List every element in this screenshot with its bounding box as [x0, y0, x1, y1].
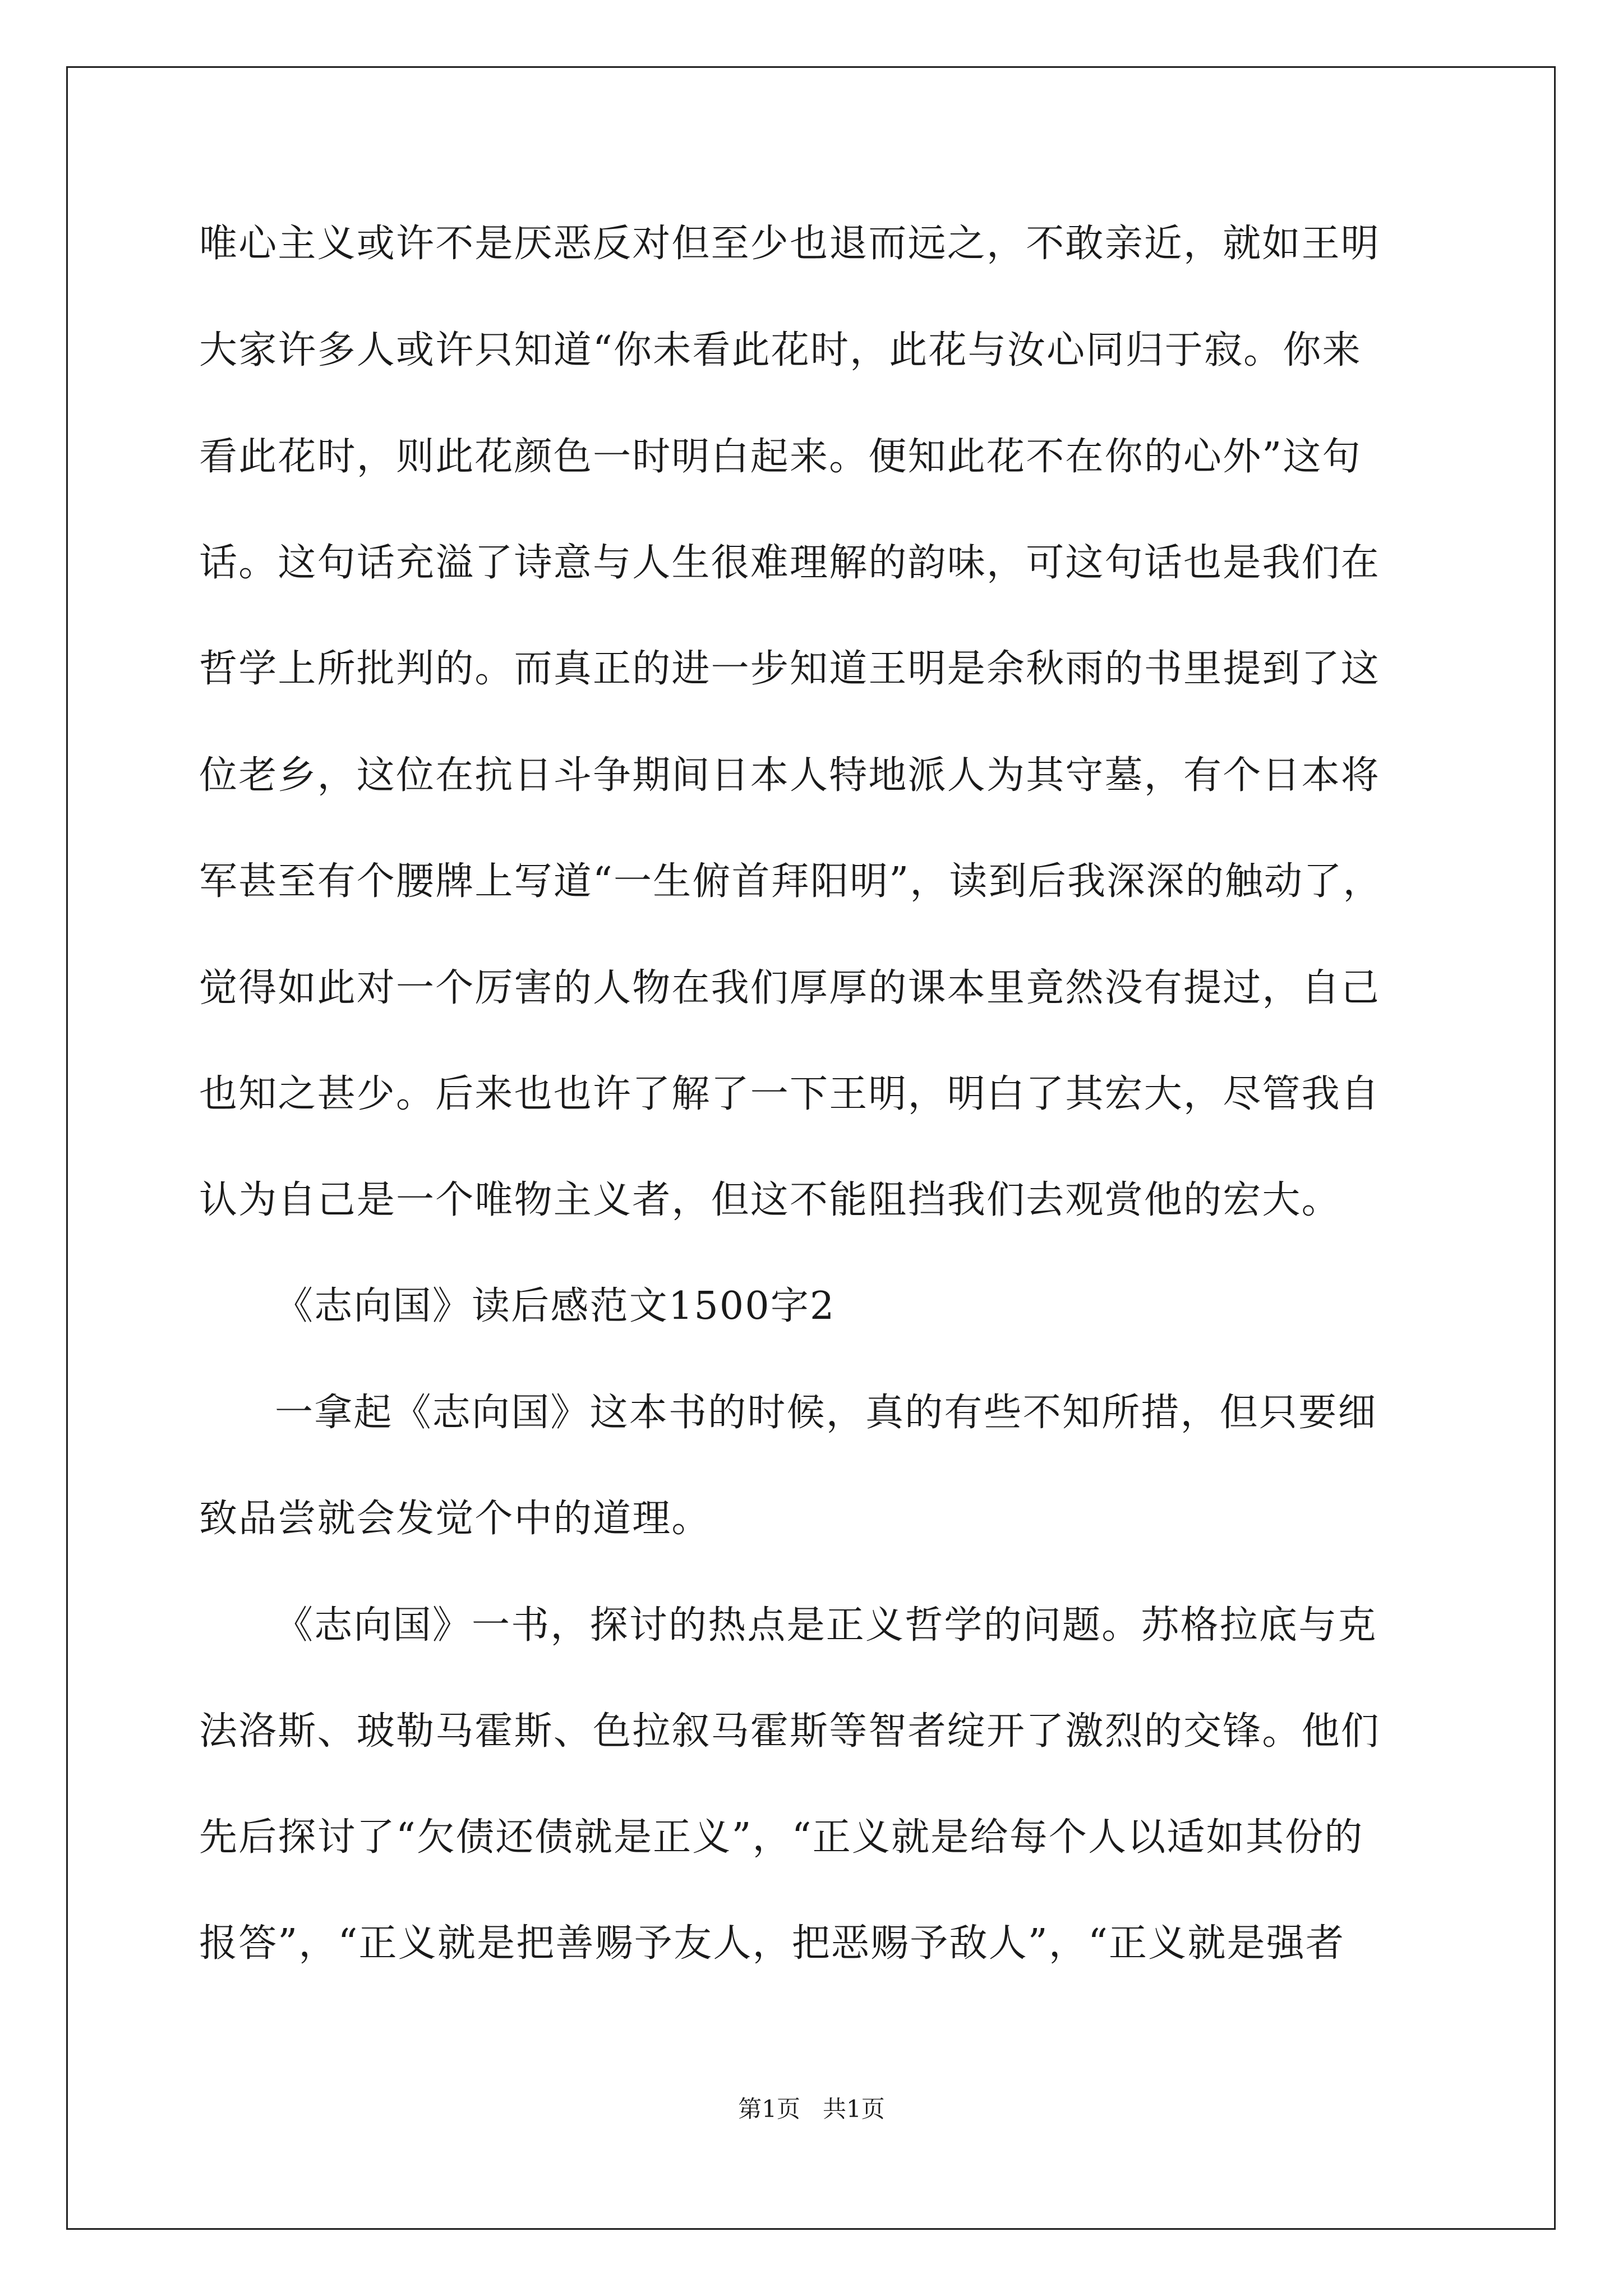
body-line-1: 唯心主义或许不是厌恶反对但至少也退而远之，不敢亲近，就如王明: [199, 222, 1381, 266]
body-line-2: 大家许多人或许只知道“你未看此花时，此花与汝心同归于寂。你来: [199, 328, 1362, 372]
body-line-9: 也知之甚少。后来也也许了解了一下王明，明白了其宏大，尽管我自: [199, 1072, 1381, 1116]
body-line-12: 一拿起《志向国》这本书的时候，真的有些不知所措，但只要细: [275, 1391, 1377, 1435]
body-line-17: 报答”，“正义就是把善赐予友人，把恶赐予敌人”，“正义就是强者: [199, 1921, 1345, 1966]
body-line-14: 《志向国》一书，探讨的热点是正义哲学的问题。苏格拉底与克: [275, 1603, 1377, 1648]
page-number-footer: 第1页 共1页: [738, 2095, 885, 2123]
body-line-13: 致品尝就会发觉个中的道理。: [199, 1497, 711, 1541]
body-line-6: 位老乡，这位在抗日斗争期间日本人特地派人为其守墓，有个日本将: [199, 753, 1381, 798]
page-border: [66, 66, 1556, 2230]
body-line-10: 认为自己是一个唯物主义者，但这不能阻挡我们去观赏他的宏大。: [199, 1178, 1341, 1222]
body-line-5: 哲学上所批判的。而真正的进一步知道王明是余秋雨的书里提到了这: [199, 647, 1381, 691]
body-line-16: 先后探讨了“欠债还债就是正义”，“正义就是给每个人以适如其份的: [199, 1815, 1364, 1860]
body-line-8: 觉得如此对一个厉害的人物在我们厚厚的课本里竟然没有提过，自己: [199, 966, 1381, 1010]
body-line-4: 话。这句话充溢了诗意与人生很难理解的韵味，可这句话也是我们在: [199, 541, 1381, 585]
section-heading: 《志向国》读后感范文1500字2: [275, 1284, 836, 1328]
body-line-7: 军甚至有个腰牌上写道“一生俯首拜阳明”，读到后我深深的触动了，: [199, 859, 1382, 904]
body-line-3: 看此花时，则此花颜色一时明白起来。便知此花不在你的心外”这句: [199, 435, 1362, 479]
body-line-15: 法洛斯、玻勒马霍斯、色拉叙马霍斯等智者绽开了激烈的交锋。他们: [199, 1709, 1381, 1754]
